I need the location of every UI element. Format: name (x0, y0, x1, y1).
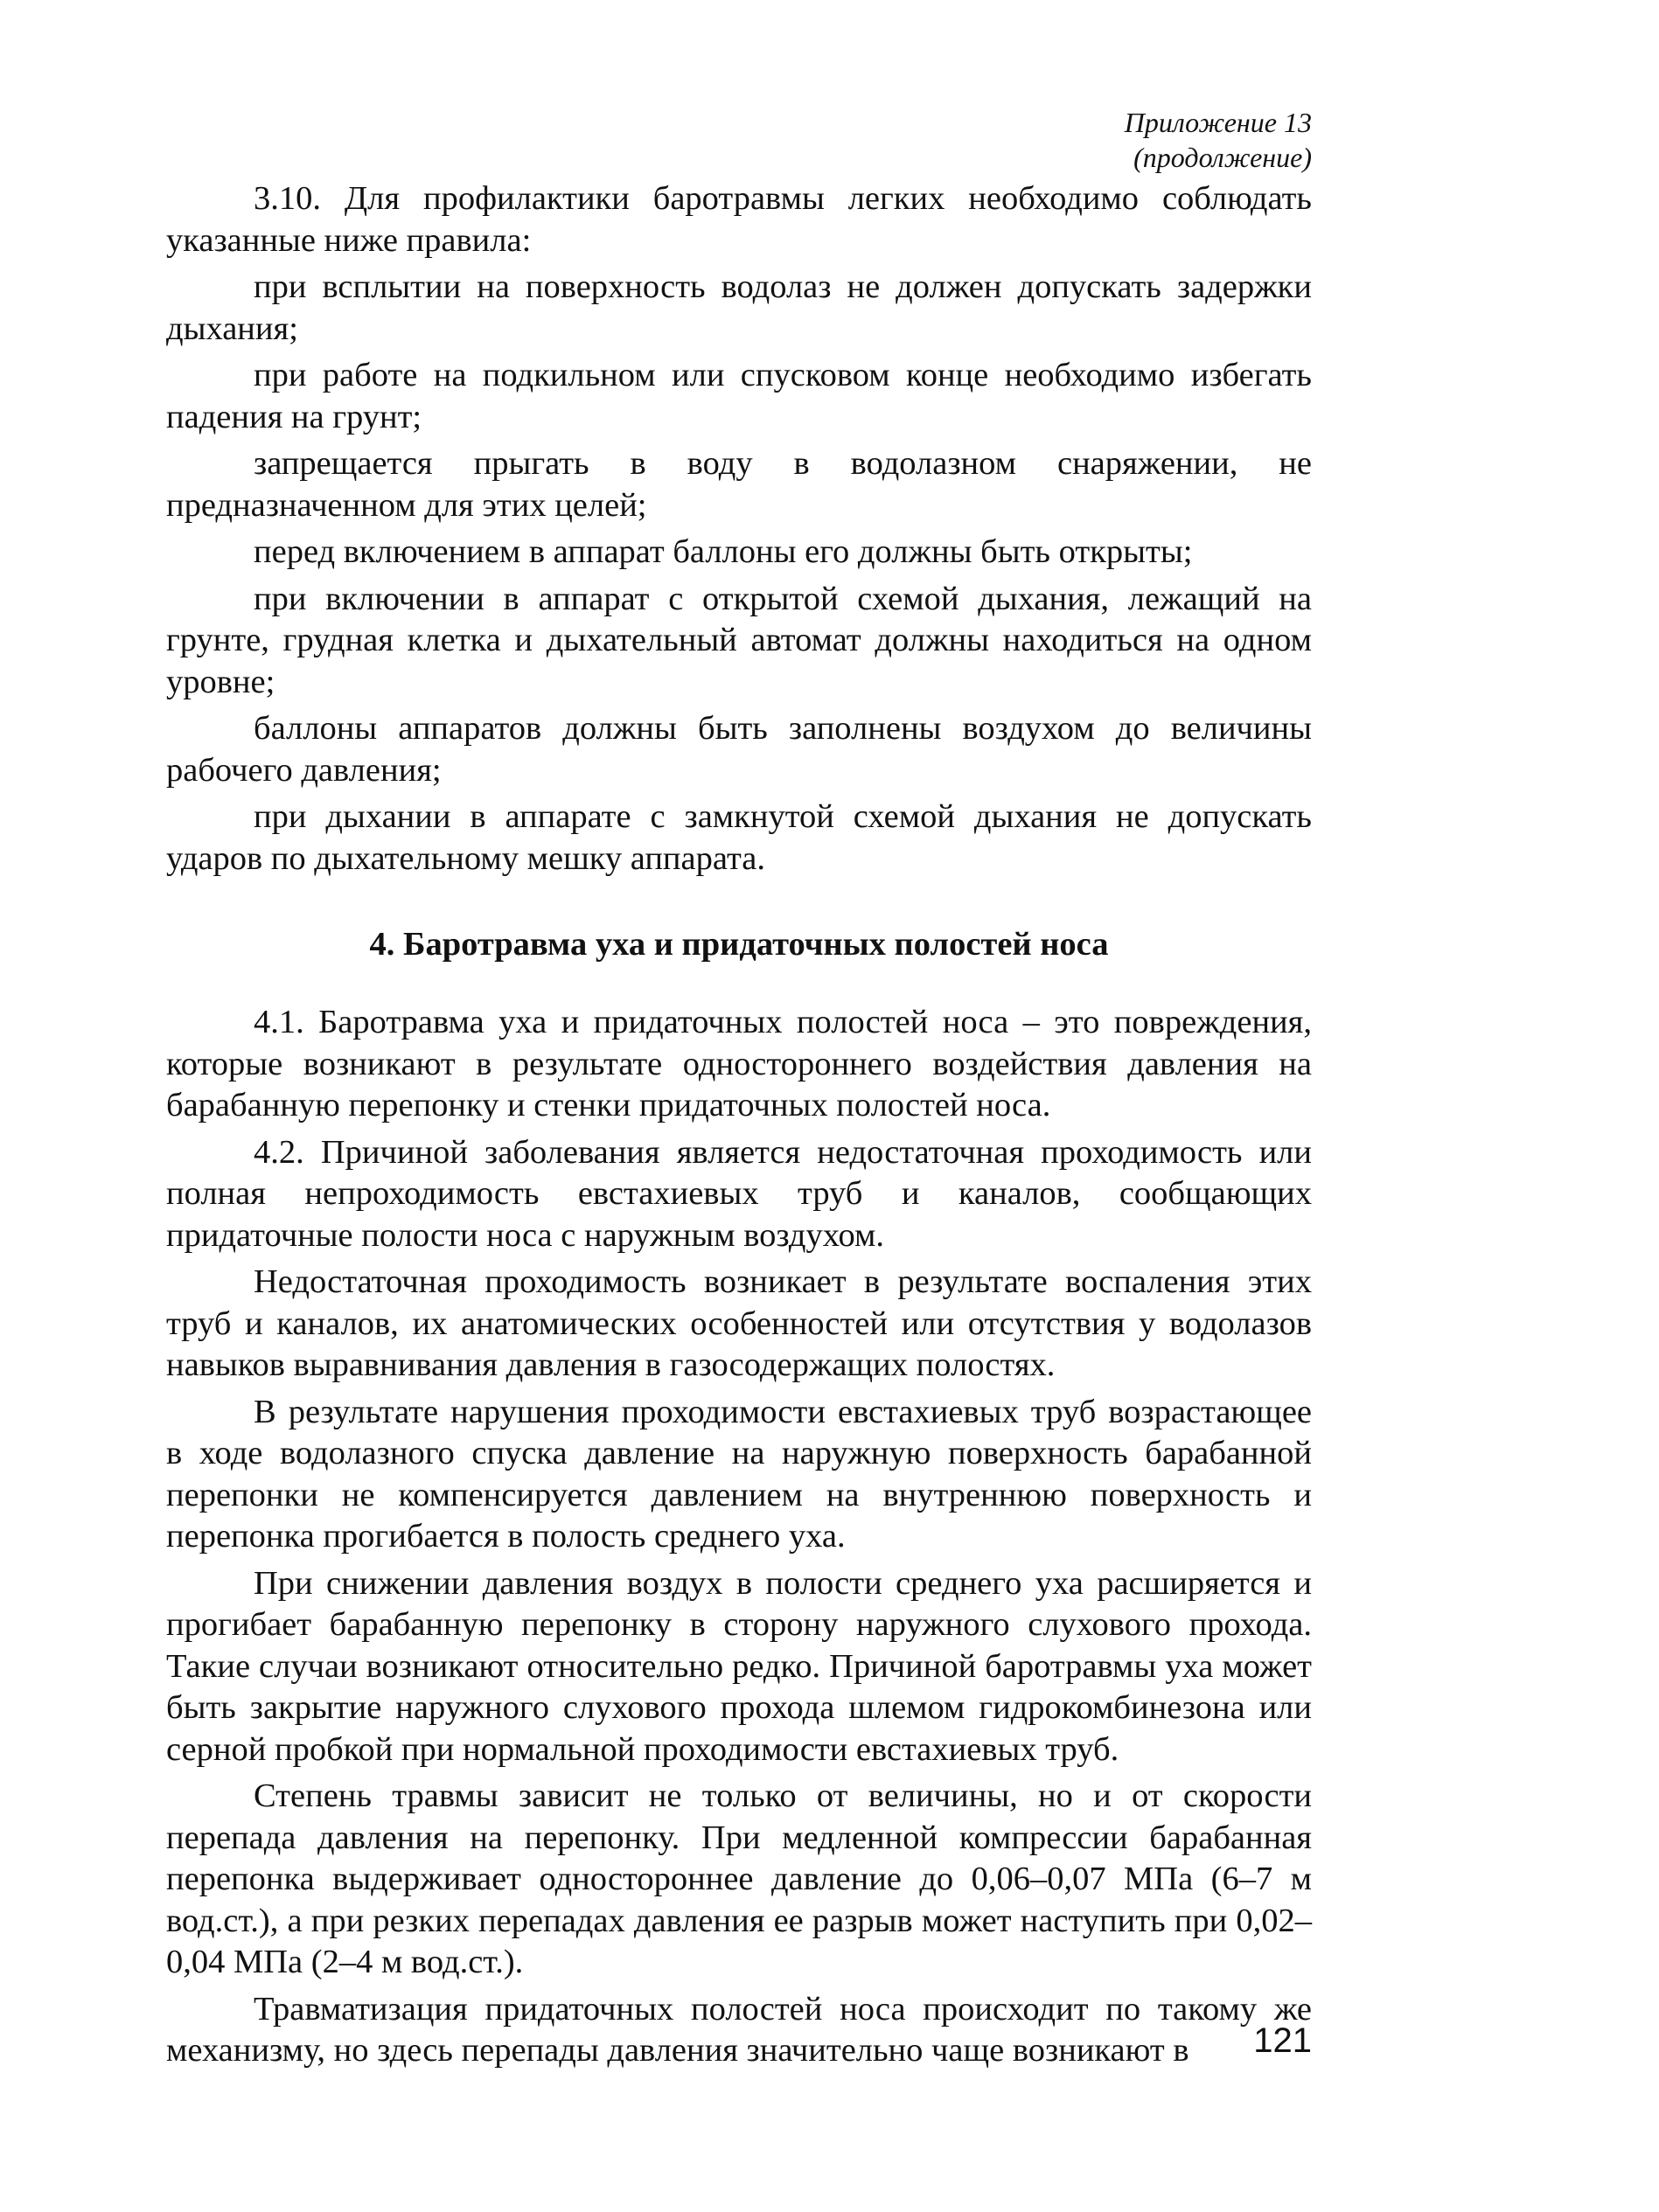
paragraph-eustachian-pressure: В результате нарушения проходимости евстахиевых труб возрастающее в ходе водолазного спуска давление на наружную поверхность барабанной перепонки не компенсируется давлением на внутреннюю поверхность и перепонка прогибается в полость среднего уха. (166, 1393, 1312, 1555)
paragraph-insufficient-patency: Недостаточная проходимость возникает в результате воспаления этих труб и каналов, их анатомических особенностей или отсутствия у водолазов навыков выравнивания давления в газосодержащих полостях. (166, 1263, 1312, 1383)
paragraph-pressure-decrease: При снижении давления воздух в полости среднего уха расширяется и прогибает барабанную перепонку в сторону наружного слухового прохода. Такие случаи возникают относительно редко. Причиной баротравмы уха может быть закрытие наружного слухового прохода шлемом гидрокомбинезона или серной пробкой при нормальной проходимости евстахиевых труб. (166, 1564, 1312, 1768)
rule-open-circuit-level: при включении в аппарат с открытой схемой дыхания, лежащий на грунте, грудная клетка и дыхательный автомат должны находиться на одном уровне; (166, 580, 1312, 700)
rule-descent-line: при работе на подкильном или спусковом конце необходимо избегать падения на грунт; (166, 357, 1312, 435)
paragraph-injury-degree: Степень травмы зависит не только от величины, но и от скорости перепада давления на перепонку. При медленной компрессии барабанная перепонка выдерживает одностороннее давление до 0,06–0,07 МПа (6–7 м вод.ст.), а при резких перепадах давления ее разрыв может наступить при 0,02–0,04 МПа (2–4 м вод.ст.). (166, 1777, 1312, 1980)
paragraph-4-2: 4.2. Причиной заболевания является недостаточная проходимость или полная непроходимость евстахиевых труб и каналов, сообщающих придаточные полости носа с наружным воздухом. (166, 1133, 1312, 1254)
rule-ascent-breath: при всплытии на поверхность водолаз не должен допускать задержки дыхания; (166, 268, 1312, 347)
rule-no-jumping: запрещается прыгать в воду в водолазном снаряжении, не предназначенном для этих целей; (166, 445, 1312, 524)
document-page (166, 105, 1312, 2072)
rule-cylinder-pressure: баллоны аппаратов должны быть заполнены воздухом до величины рабочего давления; (166, 710, 1312, 789)
rule-closed-circuit-bag: при дыхании в аппарате с замкнутой схемой дыхания не допускать ударов по дыхательному мешку аппарата. (166, 798, 1312, 877)
page-number: 121 (1253, 2021, 1312, 2060)
header-appendix-label: Приложение 13 (1124, 107, 1312, 138)
running-header (166, 105, 1312, 175)
paragraph-3-10: 3.10. Для профилактики баротравмы легких необходимо соблюдать указанные ниже правила: (166, 180, 1312, 259)
section-4-heading: 4. Баротравма уха и придаточных полостей носа (369, 926, 1109, 963)
paragraph-sinus-trauma: Травматизация придаточных полостей носа происходит по такому же механизму, но здесь перепады давления значительно чаще возникают в (166, 1990, 1312, 2069)
header-continuation-label: (продолжение) (1133, 142, 1312, 173)
paragraph-4-1: 4.1. Баротравма уха и придаточных полостей носа – это повреждения, которые возникают в результате одностороннего воздействия давления на барабанную перепонку и стенки придаточных полостей носа. (166, 1004, 1312, 1123)
rule-cylinders-open: перед включением в аппарат баллоны его должны быть открыты; (254, 533, 1193, 570)
